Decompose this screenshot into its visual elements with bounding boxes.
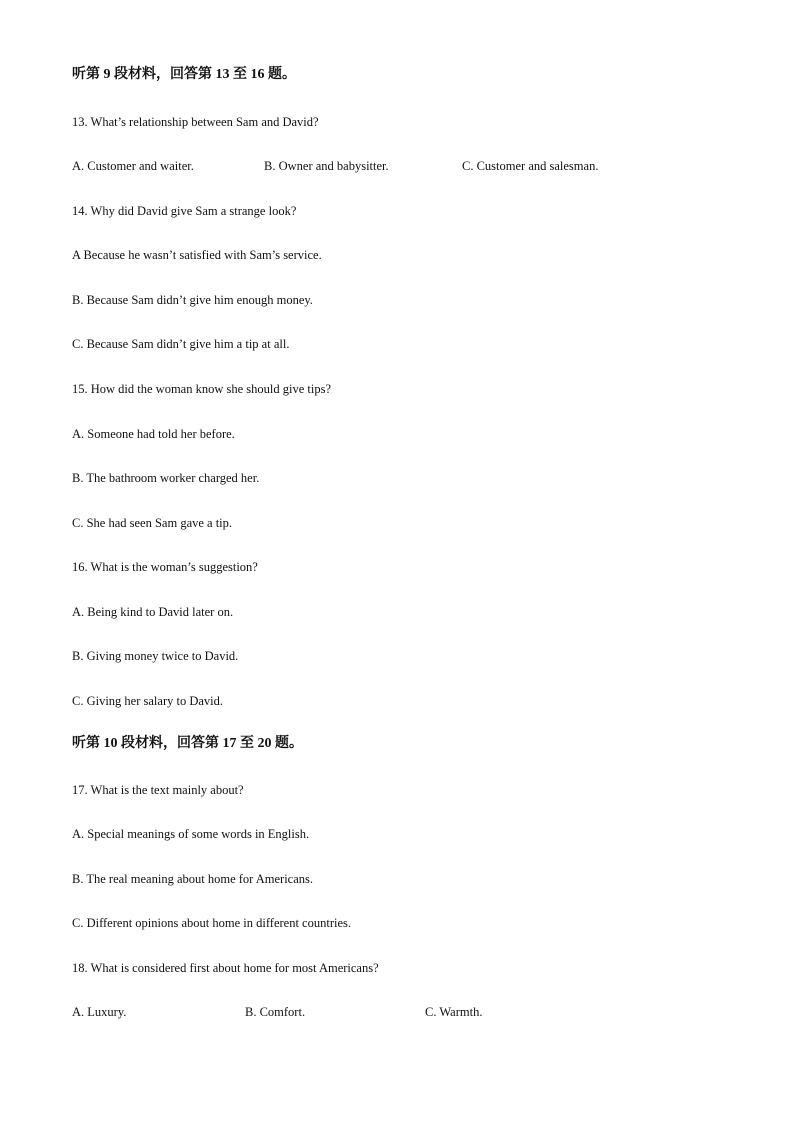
question-13-option-c: C. Customer and salesman.	[462, 159, 599, 173]
section-10-heading: 听第 10 段材料，回答第 17 至 20 题。	[72, 736, 303, 751]
question-14: 14. Why did David give Sam a strange look?	[72, 204, 297, 218]
question-18: 18. What is considered first about home for most Americans?	[72, 961, 379, 975]
question-17-option-b: B. The real meaning about home for Americans.	[72, 872, 314, 886]
question-14-option-a: A Because he wasn’t satisfied with Sam’s service.	[72, 248, 322, 262]
question-18-option-a: A. Luxury.	[72, 1005, 127, 1019]
question-16-option-c: C. Giving her salary to David.	[72, 694, 224, 708]
question-15-option-c: C. She had seen Sam gave a tip.	[72, 516, 233, 530]
question-17-option-a: A. Special meanings of some words in English.	[72, 827, 310, 841]
question-17-option-c: C. Different opinions about home in different countries.	[72, 916, 351, 930]
question-15-option-a: A. Someone had told her before.	[72, 427, 235, 441]
question-14-option-c: C. Because Sam didn’t give him a tip at all.	[72, 337, 290, 351]
question-14-option-b: B. Because Sam didn’t give him enough money.	[72, 293, 313, 307]
question-16: 16. What is the woman’s suggestion?	[72, 560, 258, 574]
question-13-option-b: B. Owner and babysitter.	[264, 159, 389, 173]
question-16-option-b: B. Giving money twice to David.	[72, 649, 239, 663]
section-9-heading: 听第 9 段材料，回答第 13 至 16 题。	[72, 67, 296, 82]
question-15: 15. How did the woman know she should give tips?	[72, 382, 332, 396]
question-13: 13. What’s relationship between Sam and David?	[72, 115, 319, 129]
question-15-option-b: B. The bathroom worker charged her.	[72, 471, 260, 485]
question-17: 17. What is the text mainly about?	[72, 783, 244, 797]
question-13-option-a: A. Customer and waiter.	[72, 159, 194, 173]
question-16-option-a: A. Being kind to David later on.	[72, 605, 234, 619]
question-18-option-b: B. Comfort.	[245, 1005, 306, 1019]
question-18-option-c: C. Warmth.	[425, 1005, 483, 1019]
